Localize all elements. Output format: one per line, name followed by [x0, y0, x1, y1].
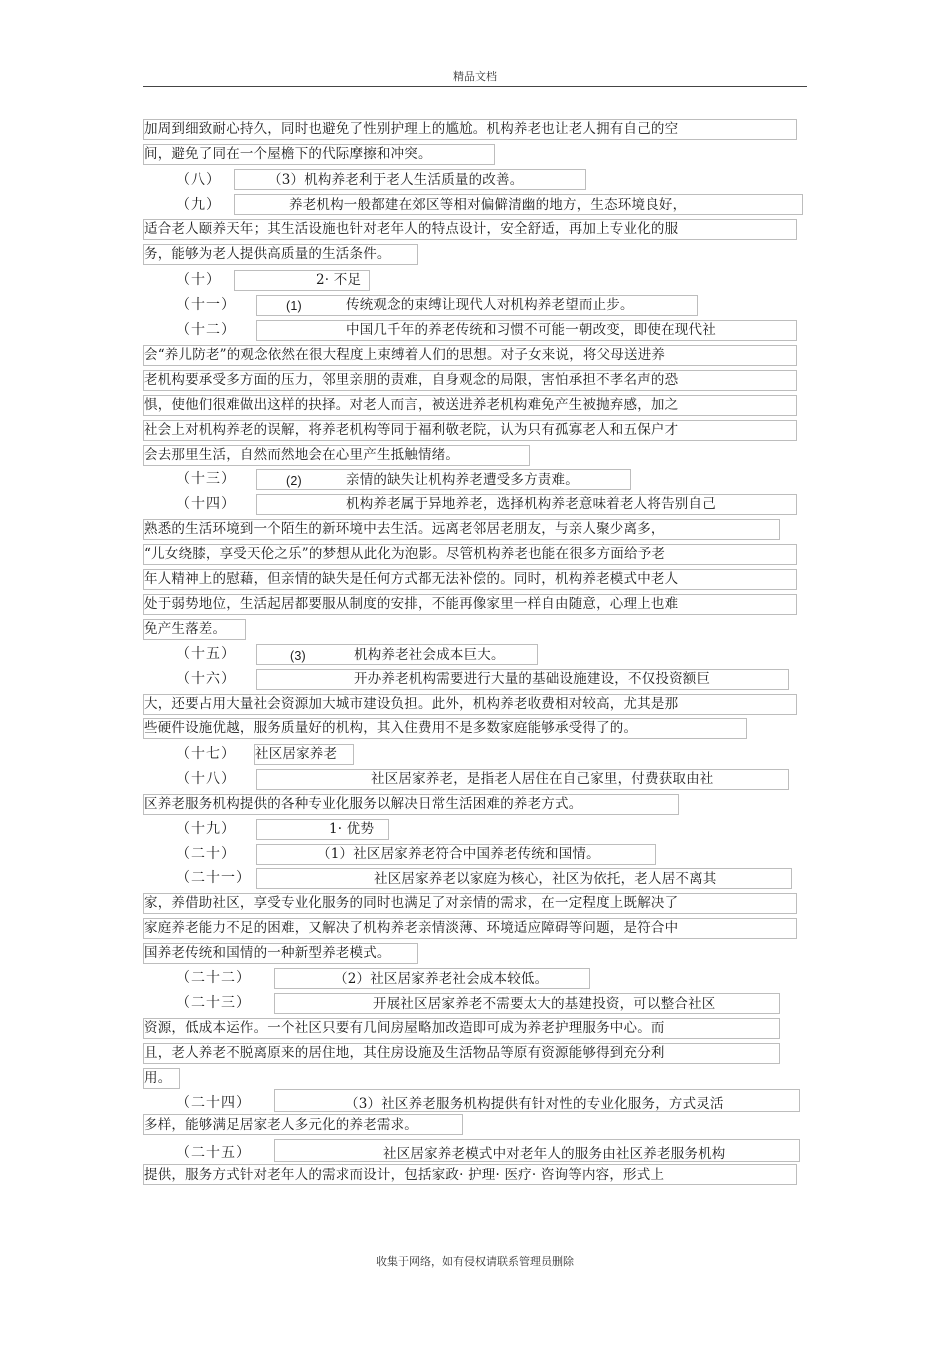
body-line: 机构养老社会成本巨大。	[354, 647, 505, 663]
body-line: 间，避免了同在一个屋檐下的代际摩擦和冲突。	[144, 146, 432, 162]
body-line: (2)	[286, 474, 302, 488]
body-line: 处于弱势地位，生活起居都要服从制度的安排，不能再像家里一样自由随意，心理上也难	[144, 596, 679, 612]
body-line: 适合老人颐养天年；其生活设施也针对老年人的特点设计，安全舒适，再加上专业化的服	[144, 221, 679, 237]
body-line: （3）机构养老利于老人生活质量的改善。	[268, 172, 524, 188]
body-line: 用。	[144, 1070, 172, 1086]
section-number: （十一）	[176, 297, 236, 313]
body-line: 国养老传统和国情的一种新型养老模式。	[144, 945, 391, 961]
body-line: 社会上对机构养老的误解，将养老机构等同于福利敬老院，认为只有孤寡老人和五保户才	[144, 422, 679, 438]
section-number: （十二）	[176, 322, 236, 338]
body-line: (3)	[290, 649, 306, 663]
body-line: 且，老人养老不脱离原来的居住地，其住房设施及生活物品等原有资源能够得到充分利	[144, 1045, 665, 1061]
body-line: 社区居家养老，是指老人居住在自己家里，付费获取由社	[371, 771, 714, 787]
body-line: 会去那里生活，自然而然地会在心里产生抵触情绪。	[144, 447, 460, 463]
body-line: 2· 不足	[316, 272, 362, 288]
body-line: 老机构要承受多方面的压力，邻里亲朋的责难，自身观念的局限，害怕承担不孝名声的恐	[144, 372, 679, 388]
body-line: 社区居家养老	[255, 746, 338, 762]
body-line: （1）社区居家养老符合中国养老传统和国情。	[317, 846, 600, 862]
section-number: （十九）	[176, 821, 236, 837]
body-line: 开办养老机构需要进行大量的基础设施建设，不仅投资额巨	[354, 671, 711, 687]
body-line: 1· 优势	[329, 821, 375, 837]
body-line: 些硬件设施优越，服务质量好的机构，其入住费用不是多数家庭能够承受得了的。	[144, 720, 638, 736]
section-number: （二十四）	[176, 1095, 251, 1111]
body-line: 社区居家养老模式中对老年人的服务由社区养老服务机构	[383, 1146, 726, 1162]
body-line: 中国几千年的养老传统和习惯不可能一朝改变，即使在现代社	[346, 322, 716, 338]
section-number: （二十五）	[176, 1145, 251, 1161]
section-number: （二十一）	[176, 870, 251, 886]
section-number: （十五）	[176, 646, 236, 662]
section-number: （十三）	[176, 471, 236, 487]
body-line: 熟悉的生活环境到一个陌生的新环境中去生活。远离老邻居老朋友，与亲人聚少离多，	[144, 521, 665, 537]
body-line: 养老机构一般都建在郊区等相对偏僻清幽的地方，生态环境良好，	[289, 197, 687, 213]
section-number: （十四）	[176, 496, 236, 512]
body-line: 区养老服务机构提供的各种专业化服务以解决日常生活困难的养老方式。	[144, 796, 583, 812]
body-line: 传统观念的束缚让现代人对机构养老望而止步。	[346, 297, 634, 313]
body-line: 机构养老属于异地养老，选择机构养老意味着老人将告别自己	[346, 496, 716, 512]
body-line: 社区居家养老以家庭为核心，社区为依托，老人居不离其	[374, 871, 717, 887]
section-number: （八）	[176, 172, 221, 188]
body-line: 家庭养老能力不足的困难，又解决了机构养老亲情淡薄、环境适应障碍等问题，是符合中	[144, 920, 679, 936]
body-line: 年人精神上的慰藉，但亲情的缺失是任何方式都无法补偿的。同时，机构养老模式中老人	[144, 571, 679, 587]
page-footer: 收集于网络，如有侵权请联系管理员删除	[376, 1255, 574, 1268]
section-number: （十八）	[176, 771, 236, 787]
body-line: (1)	[286, 299, 302, 313]
body-line: （3）社区养老服务机构提供有针对性的专业化服务，方式灵活	[345, 1096, 724, 1112]
section-number: （二十三）	[176, 995, 251, 1011]
section-number: （二十二）	[176, 970, 251, 986]
body-line: 亲情的缺失让机构养老遭受多方责难。	[346, 472, 579, 488]
header-rule	[143, 86, 807, 87]
section-number: （九）	[176, 197, 221, 213]
body-line: 会“养儿防老”的观念依然在很大程度上束缚着人们的思想。对子女来说，将父母送进养	[144, 347, 666, 363]
body-line: 家，养借助社区，享受专业化服务的同时也满足了对亲情的需求，在一定程度上既解决了	[144, 895, 679, 911]
body-line: （2）社区居家养老社会成本较低。	[334, 971, 549, 987]
body-line: 务，能够为老人提供高质量的生活条件。	[144, 246, 391, 262]
body-line: 惧，使他们很难做出这样的抉择。对老人而言，被送进养老机构难免产生被抛弃感，加之	[144, 397, 679, 413]
body-line: 提供，服务方式针对老年人的需求而设计，包括家政· 护理· 医疗· 咨询等内容，形式上	[144, 1167, 665, 1183]
body-line: 加周到细致耐心持久，同时也避免了性别护理上的尴尬。机构养老也让老人拥有自己的空	[144, 121, 679, 137]
body-line: 开展社区居家养老不需要太大的基建投资，可以整合社区	[373, 996, 716, 1012]
body-line: “儿女绕膝，享受天伦之乐”的梦想从此化为泡影。尽管机构养老也能在很多方面给予老	[144, 546, 666, 562]
body-line: 免产生落差。	[144, 621, 227, 637]
section-number: （十）	[176, 272, 221, 288]
section-number: （十六）	[176, 671, 236, 687]
body-line: 资源，低成本运作。一个社区只要有几间房屋略加改造即可成为养老护理服务中心。而	[144, 1020, 665, 1036]
body-line: 大，还要占用大量社会资源加大城市建设负担。此外，机构养老收费相对较高，尤其是那	[144, 696, 679, 712]
section-number: （十七）	[176, 746, 236, 762]
body-line: 多样，能够满足居家老人多元化的养老需求。	[144, 1117, 418, 1133]
page-header: 精品文档	[453, 70, 497, 83]
section-number: （二十）	[176, 846, 236, 862]
